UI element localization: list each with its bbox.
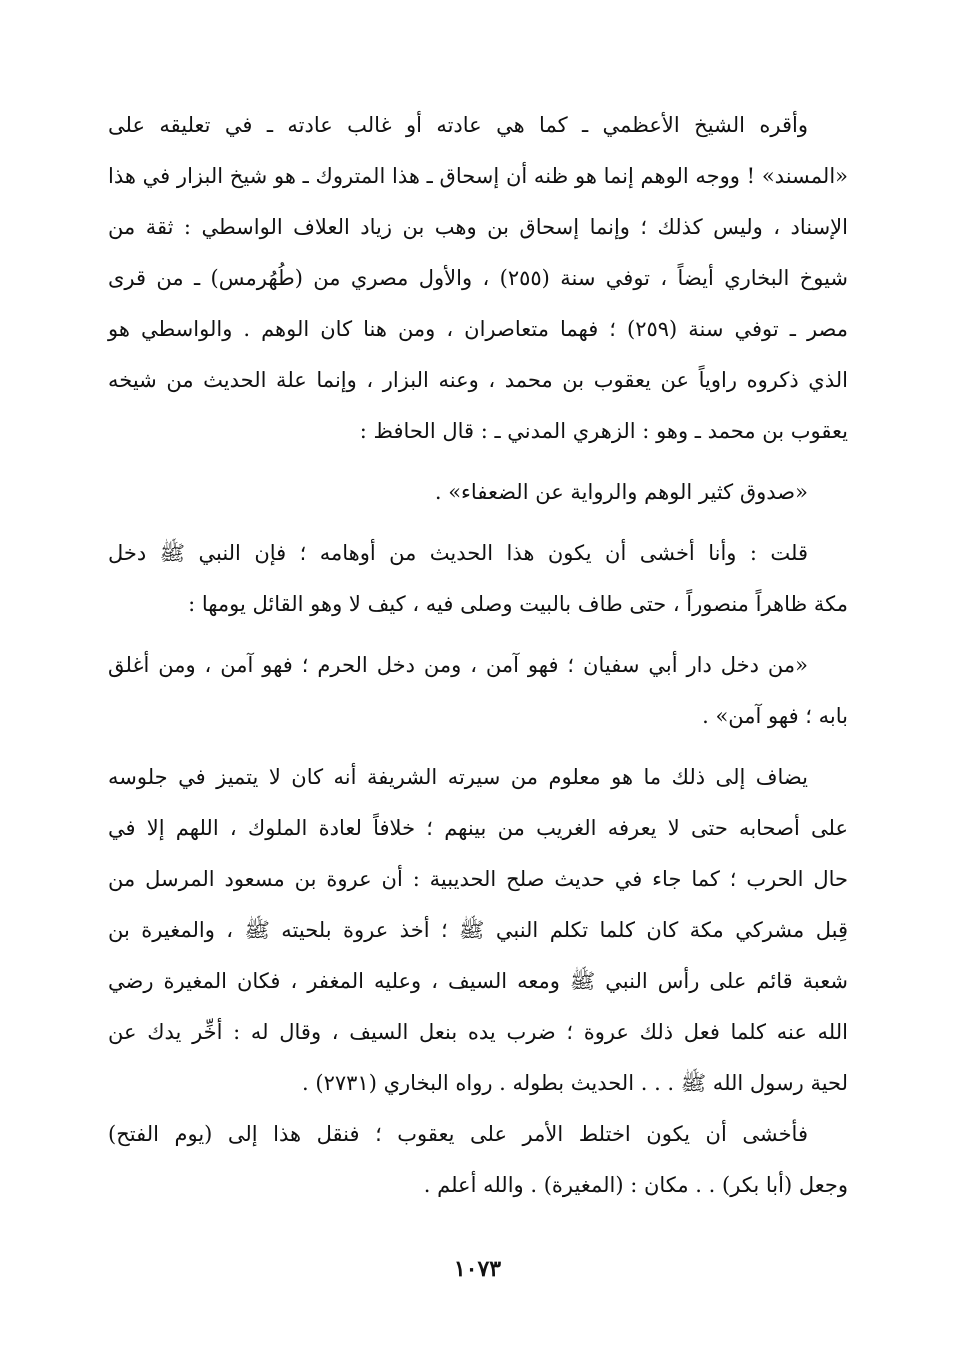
paragraph-3 bbox=[108, 752, 848, 1109]
text-line: يضاف إلى ذلك ما هو معلوم من سيرته الشريفة أنه كان لا يتميز في جلوسه bbox=[108, 765, 808, 789]
text-line: قلت : وأنا أخشى أن يكون هذا الحديث من أوهامه ؛ فإن النبي ﷺ دخل bbox=[108, 541, 808, 565]
quote-1 bbox=[108, 467, 848, 518]
text-line: يعقوب بن محمد ـ وهو : الزهري المدني ـ : قال الحافظ : bbox=[359, 419, 848, 443]
text-line: قِبل مشركي مكة كان كلما تكلم النبي ﷺ ؛ أخذ عروة بلحيته ﷺ ، والمغيرة بن bbox=[108, 918, 848, 942]
text-line: فأخشى أن يكون اختلط الأمر على يعقوب ؛ فنقل هذا إلى (يوم الفتح) bbox=[108, 1122, 808, 1146]
text-line: مكة ظاهراً منصوراً ، حتى طاف بالبيت وصلى فيه ، كيف لا وهو القائل يومها : bbox=[188, 592, 848, 616]
text-line: شعبة قائم على رأس النبي ﷺ ومعه السيف ، وعليه المغفر ، فكان المغيرة رضي bbox=[108, 969, 848, 993]
page-number: ١٠٧٣ bbox=[453, 1256, 502, 1282]
text-line: لحية رسول الله ﷺ . . . الحديث بطوله . رواه البخاري (٢٧٣١) . bbox=[302, 1071, 848, 1095]
text-line: وجعل (أبا بكر) . . مكان : (المغيرة) . والله أعلم . bbox=[423, 1173, 848, 1197]
paragraph-4 bbox=[108, 1109, 848, 1211]
quote-line: «صدوق كثير الوهم والرواية عن الضعفاء» . bbox=[434, 480, 808, 504]
paragraph-2 bbox=[108, 528, 848, 630]
text-line: «المسند» ! ووجه الوهم إنما هو ظنه أن إسحاق ـ هذا المتروك ـ هو شيخ البزار في هذا bbox=[108, 164, 848, 188]
text-line: حال الحرب ؛ كما جاء في حديث صلح الحديبية : أن عروة بن مسعود المرسل من bbox=[108, 867, 848, 891]
quote-line: بابه ؛ فهو آمن» . bbox=[702, 704, 848, 728]
text-line: الذي ذكروه راوياً عن يعقوب بن محمد ، وعنه البزار ، وإنما علة الحديث من شيخه bbox=[108, 368, 848, 392]
text-line: الإسناد ، وليس كذلك ؛ وإنما إسحاق بن وهب بن زياد العلاف الواسطي : ثقة من bbox=[108, 215, 848, 239]
text-line: على أصحابه حتى لا يعرفه الغريب من بينهم ؛ خلافاً لعادة الملوك ، اللهم إلا في bbox=[108, 816, 848, 840]
page-body bbox=[108, 100, 848, 1211]
text-line: شيوخ البخاري أيضاً ، توفي سنة (٢٥٥) ، والأول مصري من (طُهُرمس) ـ من قرى bbox=[108, 266, 849, 290]
quote-2 bbox=[108, 640, 848, 742]
text-line: الله عنه كلما فعل ذلك عروة ؛ ضرب يده بنعل السيف ، وقال له : أخِّر يدك عن bbox=[108, 1020, 848, 1044]
text-line: مصر ـ توفي سنة (٢٥٩) ؛ فهما متعاصران ، ومن هنا كان الوهم . والواسطي هو bbox=[108, 317, 848, 341]
text-line: وأقره الشيخ الأعظمي ـ كما هي عادته أو غالب عادته ـ في تعليقه على bbox=[108, 113, 808, 137]
paragraph-1 bbox=[108, 100, 848, 457]
quote-line: «من دخل دار أبي سفيان ؛ فهو آمن ، ومن دخل الحرم ؛ فهو آمن ، ومن أغلق bbox=[108, 653, 808, 677]
